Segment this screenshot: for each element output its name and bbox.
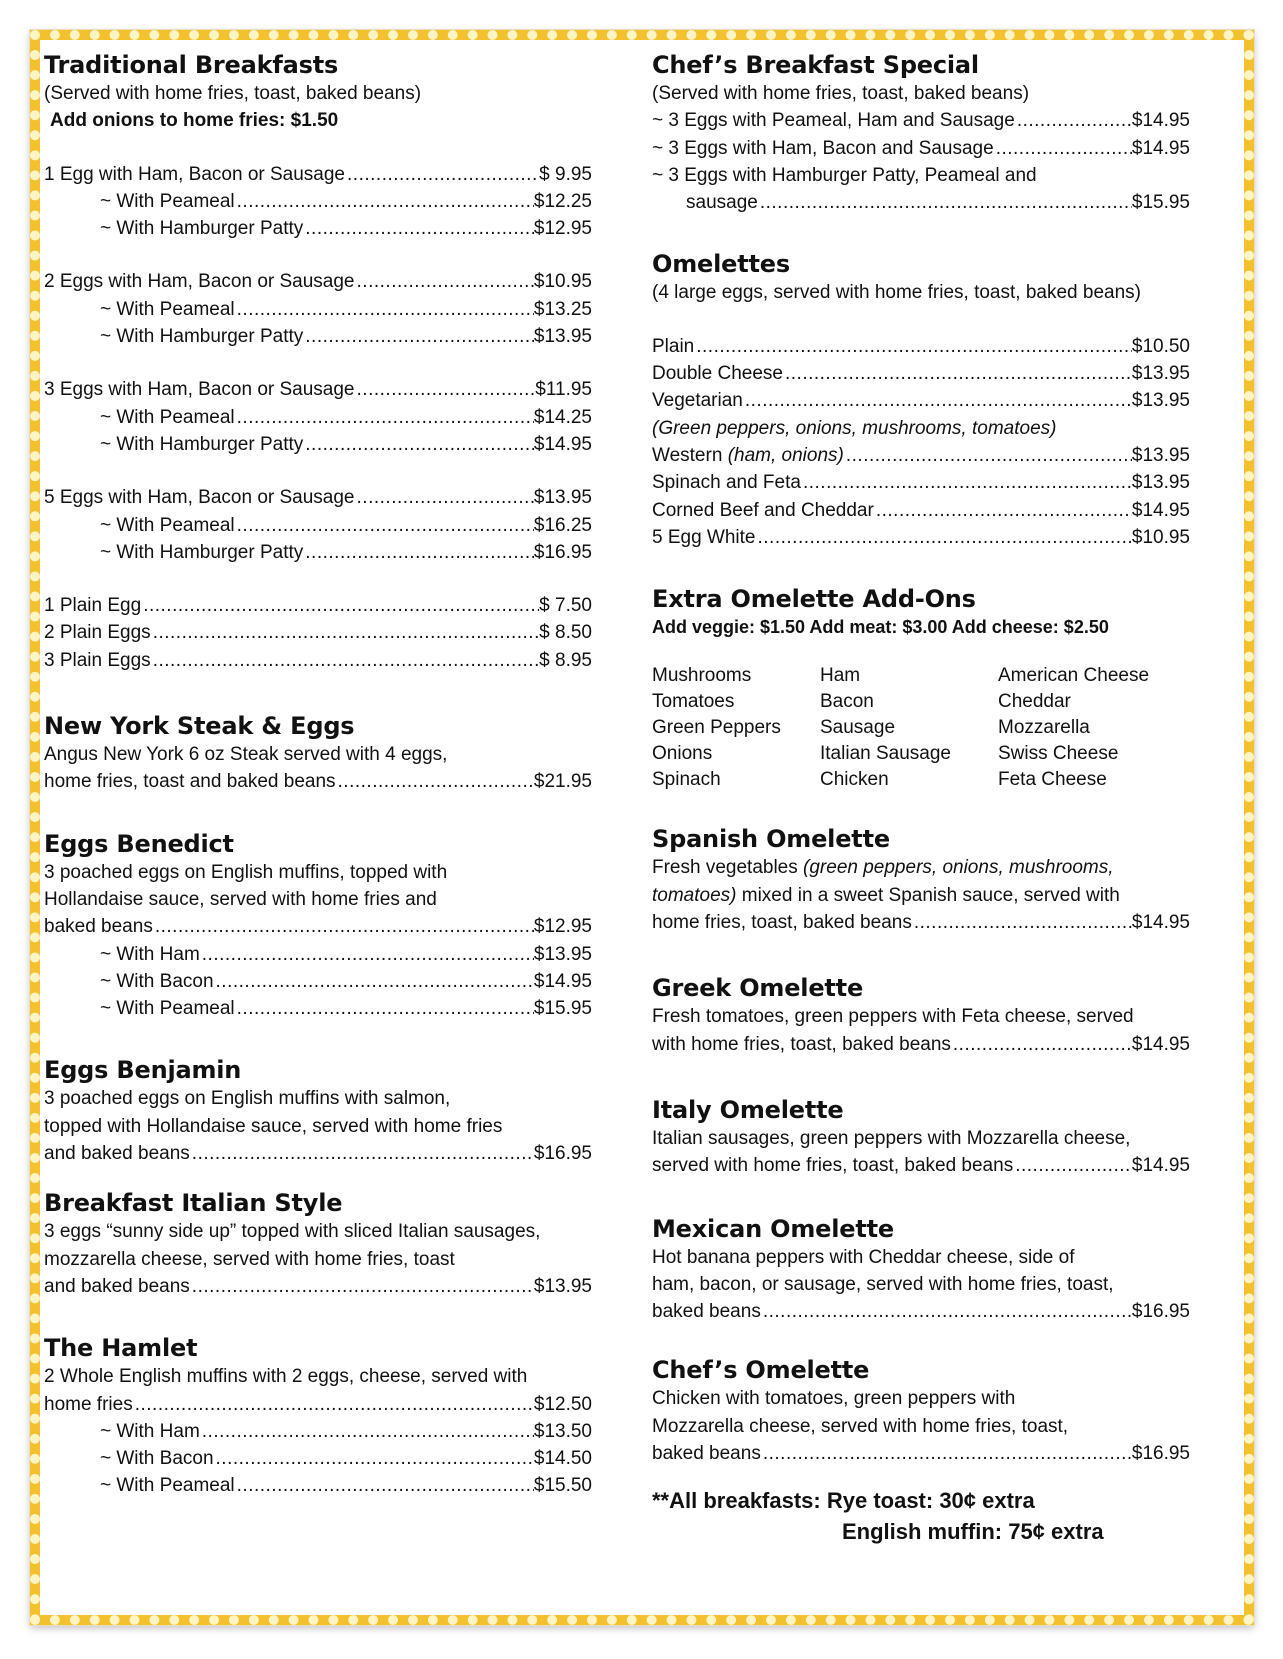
section-title: Breakfast Italian Style (44, 1189, 343, 1218)
menu-item: and baked beans ..... $13.95 (44, 1273, 592, 1300)
menu-item: ~ With Peameal ..... $16.25 (44, 512, 592, 539)
description-line: ham, bacon, or sausage, served with home fries, toast, (652, 1273, 1114, 1295)
menu-item: 1 Plain Egg ..... $ 7.50 (44, 592, 592, 619)
menu-item: ~ With Hamburger Patty ..... $16.95 (44, 539, 592, 566)
menu-item: ~ With Peameal ..... $14.25 (44, 404, 592, 431)
menu-item: 2 Plain Eggs ..... $ 8.50 (44, 619, 592, 646)
description-line: tomatoes) mixed in a sweet Spanish sauce, served with (652, 884, 1120, 906)
addon-item: Spinach (652, 769, 721, 791)
section-title: Chef’s Omelette (652, 1356, 870, 1385)
description-line: Hollandaise sauce, served with home fries and (44, 888, 437, 910)
menu-item: 2 Eggs with Ham, Bacon or Sausage ..... $10.95 (44, 268, 592, 295)
section-title: New York Steak & Eggs (44, 712, 355, 741)
addon-item: Sausage (820, 717, 896, 739)
menu-item: ~ With Bacon ..... $14.95 (44, 968, 592, 995)
section-traditional-breakfasts (44, 50, 592, 674)
menu-item: ~ With Hamburger Patty ..... $13.95 (44, 323, 592, 350)
menu-item: with home fries, toast, baked beans ..... $14.95 (652, 1031, 1190, 1058)
addon-item: Cheddar (998, 691, 1071, 713)
menu-item: 1 Egg with Ham, Bacon or Sausage ..... $ 9.95 (44, 161, 592, 188)
section-new-york-steak (44, 711, 592, 796)
section-extra-omelette-addons (652, 584, 1190, 793)
section-title: Eggs Benedict (44, 829, 234, 858)
section-title: Italy Omelette (652, 1095, 844, 1124)
section-spanish-omelette (652, 824, 1190, 936)
menu-item: ~ With Peameal ..... $12.25 (44, 188, 592, 215)
menu-item: Plain ..... $10.50 (652, 333, 1190, 360)
section-title: Greek Omelette (652, 974, 864, 1003)
menu-item: home fries, toast, baked beans ..... $14.95 (652, 909, 1190, 936)
section-eggs-benjamin (44, 1055, 592, 1167)
addon-item: Mushrooms (652, 665, 752, 687)
description-line: Hot banana peppers with Cheddar cheese, side of (652, 1246, 1075, 1268)
description-line: mozzarella cheese, served with home fries, toast (44, 1248, 455, 1270)
description-line: 2 Whole English muffins with 2 eggs, cheese, served with (44, 1366, 528, 1388)
menu-item: baked beans ..... $12.95 (44, 913, 592, 940)
description-line: Mozzarella cheese, served with home fries, toast, (652, 1415, 1069, 1437)
menu-item: 3 Eggs with Ham, Bacon or Sausage ..... $11.95 (44, 376, 592, 403)
menu-item: 5 Egg White ..... $10.95 (652, 524, 1190, 551)
addon-item: Onions (652, 743, 713, 765)
menu-item: baked beans ..... $16.95 (652, 1440, 1190, 1467)
footer-note (652, 1485, 1190, 1547)
menu-item: home fries, toast and baked beans ..... $21.95 (44, 768, 592, 795)
section-subtitle: (Served with home fries, toast, baked beans) (44, 83, 422, 104)
menu-page (30, 30, 1254, 1625)
section-title: Mexican Omelette (652, 1214, 894, 1243)
section-chefs-omelette (652, 1355, 1190, 1467)
menu-item: 5 Eggs with Ham, Bacon or Sausage ..... $13.95 (44, 484, 592, 511)
addon-prices: Add veggie: $1.50 Add meat: $3.00 Add cheese: $2.50 (652, 617, 1109, 638)
section-title: Extra Omelette Add-Ons (652, 585, 976, 614)
description-line: Chicken with tomatoes, green peppers with (652, 1388, 1016, 1410)
section-the-hamlet (44, 1333, 592, 1499)
menu-item: ~ With Peameal ..... $15.50 (44, 1472, 592, 1499)
addon-item: Feta Cheese (998, 769, 1107, 791)
addon-grid (652, 663, 1190, 793)
section-title: Eggs Benjamin (44, 1056, 242, 1085)
vegetarian-note: (Green peppers, onions, mushrooms, tomatoes) (652, 417, 1057, 439)
section-eggs-benedict (44, 829, 592, 1023)
menu-item: ~ With Ham ..... $13.95 (44, 941, 592, 968)
menu-item: Spinach and Feta ..... $13.95 (652, 469, 1190, 496)
section-title: Omelettes (652, 250, 790, 279)
addon-item: American Cheese (998, 665, 1150, 687)
menu-item: ~ With Peameal ..... $15.95 (44, 995, 592, 1022)
menu-item: ~ With Hamburger Patty ..... $14.95 (44, 431, 592, 458)
section-subtitle: (4 large eggs, served with home fries, toast, baked beans) (652, 282, 1141, 304)
description-line: ~ 3 Eggs with Hamburger Patty, Peameal and (652, 164, 1037, 186)
menu-item: ~ With Hamburger Patty ..... $12.95 (44, 215, 592, 242)
section-omelettes (652, 249, 1190, 551)
menu-item: 3 Plain Eggs ..... $ 8.95 (44, 647, 592, 674)
addon-item: Bacon (820, 691, 874, 713)
section-title: Spanish Omelette (652, 825, 890, 854)
onions-note: Add onions to home fries: $1.50 (50, 110, 339, 132)
footer-line-muffin: English muffin: 75¢ extra (842, 1519, 1104, 1545)
addon-item: Italian Sausage (820, 743, 951, 765)
addon-item: Mozzarella (998, 717, 1090, 739)
left-column (44, 50, 592, 1500)
menu-item: ~ With Bacon ..... $14.50 (44, 1445, 592, 1472)
footer-line-rye: **All breakfasts: Rye toast: 30¢ extra (652, 1488, 1035, 1514)
menu-item: Western (ham, onions) ..... $13.95 (652, 442, 1190, 469)
description-line: 3 poached eggs on English muffins with salmon, (44, 1088, 451, 1110)
description-line: Fresh tomatoes, green peppers with Feta cheese, served (652, 1006, 1134, 1028)
section-italy-omelette (652, 1095, 1190, 1180)
menu-item: ~ 3 Eggs with Peameal, Ham and Sausage ..... $14.95 (652, 107, 1190, 134)
addon-item: Ham (820, 665, 861, 687)
menu-item: Corned Beef and Cheddar ..... $14.95 (652, 497, 1190, 524)
addon-item: Swiss Cheese (998, 743, 1119, 765)
description-line: Fresh vegetables (green peppers, onions, mushrooms, (652, 857, 1114, 879)
section-title: The Hamlet (44, 1334, 198, 1363)
section-breakfast-italian-style (44, 1188, 592, 1300)
section-chefs-breakfast-special (652, 50, 1190, 216)
menu-item: ~ 3 Eggs with Ham, Bacon and Sausage ..... $14.95 (652, 135, 1190, 162)
menu-item: ~ With Ham ..... $13.50 (44, 1418, 592, 1445)
description-line: Angus New York 6 oz Steak served with 4 eggs, (44, 744, 448, 766)
addon-item: Tomatoes (652, 691, 735, 713)
menu-item: and baked beans ..... $16.95 (44, 1140, 592, 1167)
section-subtitle: (Served with home fries, toast, baked beans) (652, 83, 1030, 104)
menu-item: served with home fries, toast, baked beans ..... $14.95 (652, 1152, 1190, 1179)
description-line: topped with Hollandaise sauce, served with home fries (44, 1115, 503, 1137)
menu-item: baked beans ..... $16.95 (652, 1298, 1190, 1325)
description-line: 3 eggs “sunny side up” topped with sliced Italian sausages, (44, 1221, 541, 1243)
section-title: Chef’s Breakfast Special (652, 51, 979, 79)
addon-item: Green Peppers (652, 717, 781, 739)
section-greek-omelette (652, 973, 1190, 1058)
menu-item: Double Cheese ..... $13.95 (652, 360, 1190, 387)
menu-item: home fries ..... $12.50 (44, 1391, 592, 1418)
menu-item: sausage ..... $15.95 (652, 189, 1190, 216)
menu-item: ~ With Peameal ..... $13.25 (44, 296, 592, 323)
right-column (652, 50, 1190, 1547)
description-line: 3 poached eggs on English muffins, topped with (44, 861, 448, 883)
section-title: Traditional Breakfasts (44, 51, 339, 79)
addon-item: Chicken (820, 769, 889, 791)
description-line: Italian sausages, green peppers with Mozzarella cheese, (652, 1127, 1131, 1149)
section-mexican-omelette (652, 1214, 1190, 1326)
menu-item: Vegetarian ..... $13.95 (652, 387, 1190, 414)
